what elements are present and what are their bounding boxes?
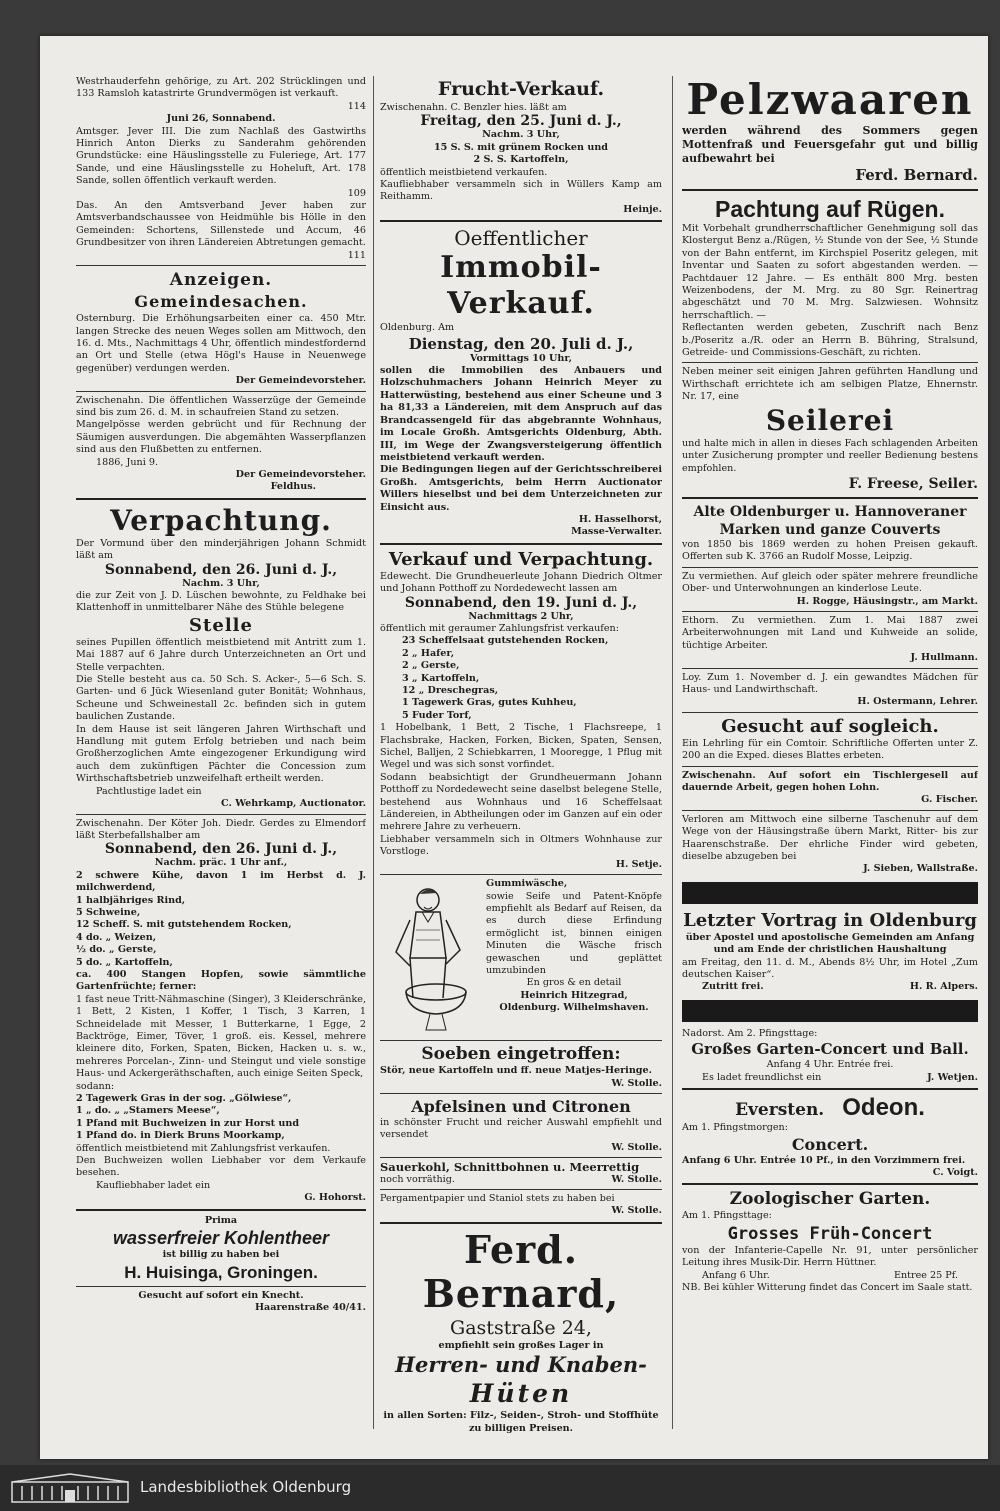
ad-signature: W. Stolle.	[611, 1141, 662, 1153]
date-heading: Juni 26, Sonnabend.	[166, 113, 276, 125]
ad-date: Sonnabend, den 19. Juni d. J.,	[404, 594, 638, 611]
ad-address: Oldenburg. Wilhelmshaven.	[499, 1002, 649, 1014]
library-building-icon	[10, 1472, 130, 1504]
list-item: 3 „ Kartoffeln,	[402, 672, 480, 684]
ad-time: Nachm. 3 Uhr,	[482, 129, 560, 141]
ad-signature: W. Stolle.	[611, 1077, 662, 1089]
ad-signature: C. Wehrkamp, Auctionator.	[221, 798, 366, 810]
ad-text: Zwischenahn. C. Benzler hies. läßt am	[380, 102, 567, 113]
ad-text: Edewecht. Die Grundheuerleute Johann Diedrich Oltmer und Johann Potthoff zu Nordedewecht lassen am	[380, 570, 662, 595]
list-item: ca. 400 Stangen Hopfen, sowie sämmtliche Gartenfrüchte; ferner:	[76, 968, 366, 993]
newspaper-page	[40, 36, 988, 1459]
ad-text: Kaufliebhaber versammeln sich in Wüllers Kamp am Reithamm.	[380, 179, 662, 203]
column-right	[682, 76, 978, 1439]
notice-text: Amtsger. Jever III. Die zum Nachlaß des Gastwirths Hinrich Anton Dierks zu Sanderahm gehörenden Grundstücke: eine Häuslingsstelle zu Fuleriege, Art. 177 Sande, und eine Häuslingsstelle zu Hoheluft, Art. 178 Sande, sollen öffentlich verkauft werden.	[76, 125, 366, 187]
ad-headline-fruchtverkauf: Frucht-Verkauf.	[437, 78, 605, 100]
divider	[682, 497, 978, 499]
ad-text: seines Pupillen öffentlich meistbietend mit Antritt zum 1. Mai 1887 auf 6 Jahre durch Unterzeichneten an Ort und Stelle verpachten.	[76, 636, 366, 673]
ad-text: Nadorst. Am 2. Pfingsttage:	[682, 1027, 818, 1039]
list-item: ½ do. „ Gerste,	[76, 944, 157, 956]
ad-signature: Ferd. Bernard.	[855, 166, 978, 184]
list-item: 2 „ Gerste,	[402, 660, 460, 672]
ad-signature: H. Huisinga, Groningen.	[124, 1262, 318, 1282]
ad-text: In dem Hause ist seit längeren Jahren Wirthschaft und Handlung mit gutem Erfolg betrieben und nach beim Großherzoglichen Amte eingezogener Erkundigung wird auch dem zukünftigen Pächter die Concession zum Wirthschaftsbetrieb unzweifelhaft ertheilt werden.	[76, 723, 366, 785]
ad-time: Nachm. präc. 1 Uhr anf.,	[154, 857, 288, 869]
ad-text: Am 1. Pfingstmorgen:	[682, 1122, 788, 1134]
ad-date: Freitag, den 25. Juni d. J.,	[420, 113, 622, 130]
list-item: 12 „ Dreschegras,	[402, 685, 499, 696]
ad-headline-frueh-concert: Grosses Früh-Concert	[727, 1223, 933, 1244]
ad-text: Pergamentpapier und Staniol stets zu haben bei	[380, 1192, 615, 1204]
list-item: 1 halbjähriges Rind,	[76, 894, 186, 906]
divider	[682, 668, 978, 669]
divider	[682, 766, 978, 767]
ad-time: Anfang 4 Uhr. Entrée frei.	[766, 1059, 894, 1071]
list-item: 15 S. S. mit grünem Rocken und	[433, 141, 609, 153]
divider	[76, 1209, 366, 1211]
ad-item-list	[76, 1093, 366, 1143]
ad-signature: J. Hullmann.	[910, 652, 978, 664]
ad-text: Neben meiner seit einigen Jahren geführten Handlung und Wirthschaft errichtete ich am selbigen Platze, Ehnernstr. Nr. 17, eine	[682, 366, 978, 403]
column-rule	[373, 76, 374, 1429]
divider	[682, 1088, 978, 1090]
ad-headline-soeben: Soeben eingetroffen:	[421, 1044, 621, 1065]
column-left	[76, 76, 366, 1439]
ad-text: in allen Sorten: Filz-, Seiden-, Stroh- und Stoffhüte zu billigen Preisen.	[383, 1410, 659, 1434]
ad-text: die zur Zeit von J. D. Lüschen bewohnte, zu Feldhake bei Klattenhoff in unmittelbarer Nähe des Stühle belegene	[76, 590, 366, 614]
ad-headline-apfelsinen: Apfelsinen und Citronen	[411, 1096, 631, 1116]
ad-text: NB. Bei kühler Witterung findet das Concert im Saale statt.	[682, 1281, 973, 1293]
ad-signature: Der Gemeindevorsteher.	[235, 375, 366, 387]
divider	[682, 810, 978, 811]
ad-text: Prima	[204, 1214, 238, 1226]
section-heading-gemeindesachen: Gemeindesachen.	[134, 292, 308, 312]
ad-headline-verpachtung: Verpachtung.	[110, 503, 332, 537]
ad-address: Haarenstraße 40/41.	[254, 1301, 366, 1313]
ad-headline-pachtung: Pachtung auf Rügen.	[715, 196, 945, 222]
list-item: 12 Scheff. S. mit gutstehendem Rocken,	[76, 919, 292, 931]
ad-text: von der Infanterie-Capelle Nr. 91, unter persönlicher Leitung ihres Musik-Dir. Herrn Hüttner.	[682, 1244, 978, 1269]
ad-text: Stör, neue Kartoffeln und ff. neue Matjes-Heringe.	[380, 1065, 652, 1077]
list-item: 2 schwere Kühe, davon 1 im Herbst d. J. milchwerdend,	[76, 869, 366, 894]
ad-text: Reflectanten werden gebeten, Zuschrift nach Benz b./Poseritz a./R. oder an Herrn B. Bühring, Stralsund, Getreide- und Commissions-Geschäft, zu richten.	[682, 322, 978, 359]
divider	[682, 611, 978, 612]
ad-text: Ein Lehrling für ein Comtoir. Schriftliche Offerten unter Z. 200 an die Exped. dieses Blattes erbeten.	[682, 737, 978, 762]
divider	[380, 543, 662, 545]
ad-date: Dienstag, den 20. Juli d. J.,	[408, 334, 634, 353]
ad-text: Loy. Zum 1. November d. J. ein gewandtes Mädchen für Haus- und Landwirthschaft.	[682, 671, 978, 695]
ad-entree: Entree 25 Pf.	[894, 1269, 958, 1281]
ad-text: öffentlich mit geraumer Zahlungsfrist verkaufen:	[380, 622, 619, 634]
list-item: 23 Scheffelsaat gutstehenden Rocken,	[402, 635, 609, 647]
list-item: 5 do. „ Kartoffeln,	[76, 956, 173, 968]
list-item: 1 Tagewerk Gras, gutes Kuhheu,	[402, 697, 577, 709]
ad-signature: H. R. Alpers.	[909, 981, 978, 993]
ad-text: Oldenburg. Am	[380, 322, 455, 334]
ad-text: 1 fast neue Tritt-Nähmaschine (Singer), 3 Kleiderschränke, 1 Bett, 2 Kisten, 1 Koffer, 1 Tisch, 3 Karren, 1 Schneidelade mit Messer, 1 Butterkarne, 1 Egge, 2 Backtröge, Eimer, Töver, 1 groß. eis. Kessel, mehrere kleinere dito, Forken, Spaten, Bicken, Hacken u. s. w., mehreres Porcelan-, Zinn- und Steingut und viele sonstige Haus- und Ackergeräthschaften, auch einige Seiten Speck,	[76, 993, 366, 1080]
ad-signature: H. Ostermann, Lehrer.	[857, 696, 978, 708]
ad-time: Anfang 6 Uhr.	[702, 1269, 770, 1281]
ad-product: wasserfreier Kohlentheer	[112, 1228, 330, 1249]
ad-text: Zutritt frei.	[702, 981, 764, 993]
ad-text: ist billig zu haben bei	[162, 1249, 280, 1261]
list-item: 1 „ do. „ „Stamers Meese“,	[76, 1105, 220, 1117]
ad-signature: W. Stolle.	[611, 1173, 662, 1185]
ad-date: Sonnabend, den 26. Juni d. J.,	[104, 561, 338, 578]
ad-signature: Der Gemeindevorsteher.	[235, 468, 366, 480]
ad-headline-zoologischer-garten: Zoologischer Garten.	[729, 1189, 931, 1210]
ad-signature: C. Voigt.	[932, 1166, 978, 1178]
ad-headline-odeon: Odeon.	[842, 1094, 925, 1122]
ad-signature: G. Fischer.	[921, 794, 978, 806]
ad-signature: J. Wetjen.	[927, 1071, 978, 1083]
ad-text: von 1850 bis 1869 werden zu hohen Preisen gekauft. Offerten sub K. 3766 an Rudolf Mosse, Leipzig.	[682, 538, 978, 563]
ad-date: Sonnabend, den 26. Juni d. J.,	[104, 841, 338, 858]
ad-text: über Apostel und apostolische Gemeinden am Anfang und am Ende der christlichen Haushaltung	[685, 931, 975, 956]
ad-text: in schönster Frucht und reicher Auswahl empfiehlt und versendet	[380, 1116, 662, 1141]
divider	[682, 712, 978, 713]
ad-signature: H. Setje.	[615, 858, 662, 870]
ad-text: Sodann beabsichtigt der Grundheuermann Johann Potthoff zu Nordedewecht seine daselbst belegene Stelle, bestehend aus Wohnhaus und 16 Scheffelsaat Ländereien, in Abtheilungen oder im Ganzen auf ein oder mehrere Jahre zu verheuern.	[380, 771, 662, 833]
divider	[682, 1183, 978, 1185]
divider	[380, 1093, 662, 1094]
ad-line	[682, 981, 978, 993]
ad-item-list	[76, 870, 366, 994]
ad-line	[682, 1270, 978, 1282]
ad-text: werden während des Sommers gegen Mottenfraß und Feuersgefahr gut und billig aufbewahrt bei	[682, 124, 978, 165]
ad-signature-role: Masse-Verwalter.	[571, 526, 662, 538]
list-item: 5 Schweine,	[76, 906, 141, 918]
ad-text: Zwischenahn. Auf sofort ein Tischlergesell auf dauernde Arbeit, gegen hohen Lohn.	[682, 769, 978, 793]
ad-text: sowie Seife und Patent-Knöpfe empfiehlt als Bedarf auf Reisen, da es durch diese Erfindung ermöglicht ist, binnen einigen Minuten die Wäsche frisch gewaschen und geplättet umzubinden	[486, 890, 662, 976]
divider	[380, 1189, 662, 1190]
ad-text: Am 1. Pfingsttage:	[682, 1210, 772, 1222]
ad-headline-sauerkohl: Sauerkohl, Schnittbohnen u. Meerrettig	[380, 1160, 640, 1175]
ad-headline-gesucht: Gesucht auf sogleich.	[721, 715, 939, 737]
man-washing-illustration	[380, 880, 480, 1035]
ad-text: Die Bedingungen liegen auf der Gerichtsschreiberei Großh. Amtsgerichts, beim Herrn Auctionator Willers hieselbst und bei dem Unterzeichneten zur Einsicht aus.	[380, 464, 662, 513]
column-middle	[380, 76, 662, 1439]
divider	[682, 567, 978, 568]
list-item: 1 Pfand mit Buchweizen in zur Horst und	[76, 1117, 300, 1129]
ad-product: Hüten	[469, 1379, 573, 1409]
divider	[380, 1157, 662, 1158]
column-rule	[672, 76, 673, 1429]
ad-text: Gesucht auf sofort ein Knecht.	[138, 1289, 304, 1301]
notice-page-number: 111	[347, 249, 366, 261]
ad-time: Nachm. 3 Uhr,	[182, 577, 260, 589]
notice-text: Westrhauderfehn gehörige, zu Art. 202 Strücklingen und 133 Ramsloh katastrirte Grundvermögen ist verkauft.	[76, 76, 366, 100]
ad-text: öffentlich meistbietend verkaufen.	[380, 166, 548, 178]
ad-text: Der Vormund über den minderjährigen Johann Schmidt läßt am	[76, 537, 366, 562]
divider	[76, 391, 366, 392]
black-rule	[682, 882, 978, 904]
black-rule	[682, 1000, 978, 1022]
ad-time: Vormittags 10 Uhr,	[469, 352, 573, 364]
ad-time: Nachmittags 2 Uhr,	[468, 610, 574, 622]
list-item: 2 Tagewerk Gras in der sog. „Gölwiese“,	[76, 1093, 292, 1105]
ad-text: am Freitag, den 11. d. M., Abends 8½ Uhr, im Hotel „Zum deutschen Kaiser“.	[682, 956, 978, 981]
divider	[380, 220, 662, 222]
ad-headline-concert: Concert.	[791, 1134, 869, 1154]
ad-headline-seilerei: Seilerei	[765, 403, 895, 437]
divider	[682, 362, 978, 363]
ad-signature-name: Feldhus.	[270, 481, 316, 493]
list-item: 2 S. S. Kartoffeln,	[473, 154, 569, 166]
ad-text: Zwischenahn. Die öffentlichen Wasserzüge der Gemeinde sind bis zum 26. d. M. in schaufreien Stand zu setzen.	[76, 394, 366, 418]
ad-signature: Heinrich Hitzegrad,	[520, 989, 628, 1001]
ad-headline-pelzwaaren: Pelzwaaren	[686, 76, 974, 124]
ad-text: Mit Vorbehalt grundherrschaftlicher Genehmigung soll das Klostergut Benz a./Rügen, ½ Stunde von der See, ½ Stunde von der Bahn entfernt, im Kirchspiel Poseritz gelegen, mit Inventar und Saaten zu sofort abgestanden werden. — Pachtdauer 12 Jahre. — Es enthält 800 Mrg. besten Weizenbodens, der M. Mrg. zu 80 Sgr. Reinertrag abgeschätzt und 70 M. Mrg. Salzwiesen. Wohnsitz herrschaftlich. —	[682, 223, 978, 321]
ad-time: Anfang 6 Uhr. Entrée 10 Pf., in den Vorzimmern frei.	[682, 1154, 966, 1166]
ad-town: Eversten.	[735, 1100, 825, 1121]
ad-text: Es ladet freundlichst ein	[702, 1071, 822, 1083]
library-footer	[0, 1465, 1000, 1511]
divider	[76, 498, 366, 500]
ad-text: En gros & en detail	[526, 977, 622, 989]
library-name: Landesbibliothek Oldenburg	[140, 1478, 352, 1496]
ad-text: öffentlich meistbietend mit Zahlungsfrist verkaufen.	[76, 1142, 331, 1154]
notice-page-number: 114	[347, 100, 366, 112]
list-item: 2 „ Hafer,	[402, 647, 455, 659]
divider	[682, 189, 978, 191]
ad-text: noch vorräthig.	[380, 1173, 455, 1185]
gummiwaesche-ad	[380, 878, 662, 1037]
ad-signature: H. Hasselhorst,	[578, 513, 662, 525]
ad-text: empfiehlt sein großes Lager in	[438, 1339, 604, 1351]
ad-text: Zwischenahn. Der Köter Joh. Diedr. Gerdes zu Elmendorf läßt Sterbefallshalber am	[76, 817, 366, 841]
ad-keyword: Stelle	[189, 614, 253, 636]
divider	[380, 874, 662, 875]
list-item: 5 Fuder Torf,	[402, 709, 472, 721]
ad-text: Osternburg. Die Erhöhungsarbeiten einer ca. 450 Mtr. langen Strecke des neuen Weges sollen am Mittwoch, den 16. d. Mts., Nachmittags 4 Uhr, öffentlich mindestfordernd an Ort und Stelle (etwa Högl's Hause in Neuenwege gegenüber) verdungen werden.	[76, 313, 366, 374]
divider	[76, 814, 366, 815]
ad-headline-immobil-verkauf: Immobil-Verkauf.	[440, 250, 602, 322]
ad-text: Pachtlustige ladet ein	[96, 785, 202, 797]
ad-date: 1886, Juni 9.	[96, 456, 158, 468]
ad-text: Die Stelle besteht aus ca. 50 Sch. S. Acker-, 5—6 Sch. S. Garten- und 6 Jück Wiesenland guter Bonität; Wohnhaus, Scheune und Schweinestall 2c. befinden sich in gutem baulichen Zustande.	[76, 674, 366, 723]
ad-text: Ethorn. Zu vermiethen. Zum 1. Mai 1887 zwei Arbeiterwohnungen mit Land und Kuhweide an solide, tüchtige Arbeiter.	[682, 614, 978, 651]
ad-headline-row	[682, 1094, 978, 1122]
ad-text: Mangelpösse werden gebrücht und für Rechnung der Säumigen ausverdungen. Die abgemähten Wasserpflanzen sind aus den Flußbetten zu entfernen.	[76, 419, 366, 456]
ad-text: Zu vermiethen. Auf gleich oder später mehrere freundliche Ober- und Unterwohnungen an kinderlose Leute.	[682, 570, 978, 595]
ad-text: Kaufliebhaber ladet ein	[96, 1179, 211, 1191]
divider	[380, 1222, 662, 1224]
ad-headline-ferd-bernard: Ferd. Bernard,	[422, 1226, 620, 1316]
divider	[76, 265, 366, 266]
divider	[380, 1040, 662, 1041]
ad-text: sodann:	[76, 1080, 115, 1092]
ad-text: Liebhaber versammeln sich in Oltmers Wohnhause zur Vorstloge.	[380, 833, 662, 858]
notice-page-number: 109	[347, 187, 366, 199]
ad-line	[380, 1174, 662, 1186]
ad-headline-garten-concert: Großes Garten-Concert und Ball.	[691, 1040, 969, 1059]
ad-headline-alte-oldenburger: Alte Oldenburger u. Hannoveraner Marken und ganze Couverts	[693, 503, 967, 538]
ad-line	[682, 1072, 978, 1084]
ad-text: Den Buchweizen wollen Liebhaber vor dem Verkaufe besehen.	[76, 1155, 366, 1179]
ad-item-list	[380, 635, 662, 722]
list-item: 1 Pfand do. in Dierk Bruns Moorkamp,	[76, 1130, 285, 1142]
ad-headline-letzter-vortrag: Letzter Vortrag in Oldenburg	[683, 909, 977, 931]
divider	[76, 1286, 366, 1287]
ad-text: 1 Hobelbank, 1 Bett, 2 Tische, 1 Flachsreepe, 1 Flachsbrake, Hacken, Forken, Bicken, Spaten, Sensen, Sichel, Balljen, 2 Schiebkarren, 1 Mooregge, 1 Pflug mit Wegel und was sich sonst vorfindet.	[380, 722, 662, 771]
ad-signature: Heinje.	[623, 203, 662, 215]
ad-signature: H. Rogge, Häusingstr., am Markt.	[796, 595, 978, 607]
notice-text: Das. An den Amtsverband Jever haben zur Amtsverbandschaussee von Heidmühle bis Hölle in den Gemeinden: Schortens, Sillenstede und Accum, 46 Grundbesitzer von ihren Ländereien Abtretungen gemacht.	[76, 200, 366, 249]
ad-address: Gaststraße 24,	[450, 1316, 592, 1339]
ad-text: Verloren am Mittwoch eine silberne Taschenuhr auf dem Wege von der Häusingstraße übern Markt, Ritter- bis zur Haarenschstraße. Der ehrliche Finder wird gebeten, dieselbe abzugeben bei	[682, 813, 978, 863]
ad-signature: W. Stolle.	[611, 1205, 662, 1217]
ad-signature: J. Sieben, Wallstraße.	[863, 863, 978, 875]
section-heading-anzeigen: Anzeigen.	[169, 270, 273, 291]
ad-text: sollen die Immobilien des Anbauers und Holzschuhmachers Johann Heinrich Meyer zu Hatterwüsting, bestehend aus einer Scheune und 3 ha 81,33 a Ländereien, mit dem Anspruch auf das Brandcassengeld für das abgebrannte Wohnhaus, im Locale Großh. Amtsgerichts Oldenburg, Abth. III, im Wege der Zwangsversteigerung öffentlich meistbietend verkauft werden.	[380, 365, 662, 463]
ad-headline-verkauf-verpachtung: Verkauf und Verpachtung.	[388, 548, 654, 570]
list-item: 4 do. „ Weizen,	[76, 931, 157, 943]
ad-signature: F. Freese, Seiler.	[848, 475, 978, 492]
ad-product: Herren- und Knaben-	[395, 1352, 647, 1378]
ad-headline-oeffentlicher: Oeffentlicher	[454, 226, 588, 251]
ad-headline-gummiwaesche: Gummiwäsche,	[486, 878, 568, 890]
ad-text: und halte mich in allen in dieses Fach schlagenden Arbeiten unter Zusicherung prompter und reeller Bedienung bestens empfohlen.	[682, 437, 978, 474]
ad-signature: G. Hohorst.	[304, 1192, 366, 1204]
